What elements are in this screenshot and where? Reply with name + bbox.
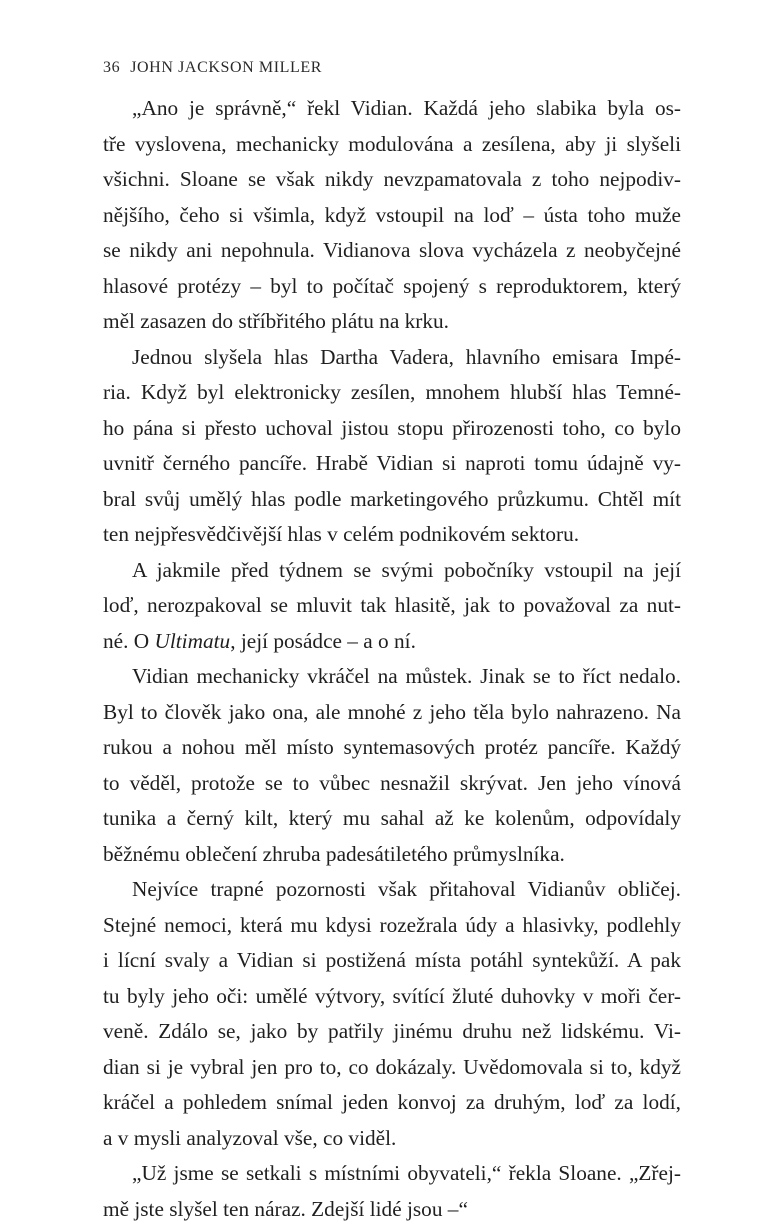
- text-line: Jednou slyšela hlas Dartha Vadera, hlavního emisara Impé-: [103, 340, 681, 376]
- text-line: i lícní svaly a Vidian si postižená místa potáhl syntekůží. A pak: [103, 943, 681, 979]
- text-line: Stejné nemoci, která mu kdysi rozežrala údy a hlasivky, podlehly: [103, 908, 681, 944]
- text-line: měl zasazen do stříbřitého plátu na krku.: [103, 304, 681, 340]
- paragraph: [103, 659, 681, 872]
- text-line: bral svůj umělý hlas podle marketingového průzkumu. Chtěl mít: [103, 482, 681, 518]
- text-line: tře vyslovena, mechanicky modulována a zesílena, aby ji slyšeli: [103, 127, 681, 163]
- text-line: „Už jsme se setkali s místními obyvateli,“ řekla Sloane. „Zřej-: [103, 1156, 681, 1192]
- text-line: loď, nerozpakoval se mluvit tak hlasitě, jak to považoval za nut-: [103, 588, 681, 624]
- ship-name-italic: Ultimatu: [154, 629, 230, 653]
- paragraph: [103, 872, 681, 1156]
- text-line: ho pána si přesto uchoval jistou stopu přirozenosti toho, co bylo: [103, 411, 681, 447]
- text-line: né. O Ultimatu, její posádce – a o ní.: [103, 624, 681, 660]
- text-line: ten nejpřesvědčivější hlas v celém podnikovém sektoru.: [103, 517, 681, 553]
- text-line: rukou a nohou měl místo syntemasových protéz pancíře. Každý: [103, 730, 681, 766]
- running-head: [103, 59, 322, 77]
- text-line: tunika a černý kilt, který mu sahal až ke kolenům, odpovídaly: [103, 801, 681, 837]
- paragraph: [103, 553, 681, 660]
- text-line: Vidian mechanicky vkráčel na můstek. Jinak se to říct nedalo.: [103, 659, 681, 695]
- paragraph: [103, 91, 681, 340]
- text-line: všichni. Sloane se však nikdy nevzpamatovala z toho nejpodiv-: [103, 162, 681, 198]
- text-line: se nikdy ani nepohnula. Vidianova slova vycházela z neobyčejné: [103, 233, 681, 269]
- text-line: nějšího, čeho si všimla, když vstoupil na loď – ústa toho muže: [103, 198, 681, 234]
- text-line: dian si je vybral jen pro to, co dokázaly. Uvědomovala si to, když: [103, 1050, 681, 1086]
- text-line: hlasové protézy – byl to počítač spojený s reproduktorem, který: [103, 269, 681, 305]
- text-line: ria. Když byl elektronicky zesílen, mnohem hlubší hlas Temné-: [103, 375, 681, 411]
- paragraph: [103, 1156, 681, 1227]
- text-line: veně. Zdálo se, jako by patřily jinému druhu než lidskému. Vi-: [103, 1014, 681, 1050]
- text-line: Byl to člověk jako ona, ale mnohé z jeho těla bylo nahrazeno. Na: [103, 695, 681, 731]
- text-line: A jakmile před týdnem se svými pobočníky vstoupil na její: [103, 553, 681, 589]
- text-line: tu byly jeho oči: umělé výtvory, svítící žluté duhovky v moři čer-: [103, 979, 681, 1015]
- body-text: [103, 91, 681, 1227]
- text-line: „Ano je správně,“ řekl Vidian. Každá jeho slabika byla os-: [103, 91, 681, 127]
- text-line: Nejvíce trapné pozornosti však přitahoval Vidianův obličej.: [103, 872, 681, 908]
- text-line: mě jste slyšel ten náraz. Zdejší lidé jsou –“: [103, 1192, 681, 1227]
- text-line: uvnitř černého pancíře. Hrabě Vidian si naproti tomu údajně vy-: [103, 446, 681, 482]
- text-line: a v mysli analyzoval vše, co viděl.: [103, 1121, 681, 1157]
- paragraph: [103, 340, 681, 553]
- text-line: běžnému oblečení zhruba padesátiletého průmyslníka.: [103, 837, 681, 873]
- text-line: to věděl, protože se to vůbec nesnažil skrývat. Jen jeho vínová: [103, 766, 681, 802]
- page-number: 36: [103, 59, 120, 76]
- running-head-author: JOHN JACKSON MILLER: [130, 59, 322, 76]
- text-line: kráčel a pohledem snímal jeden konvoj za druhým, loď za lodí,: [103, 1085, 681, 1121]
